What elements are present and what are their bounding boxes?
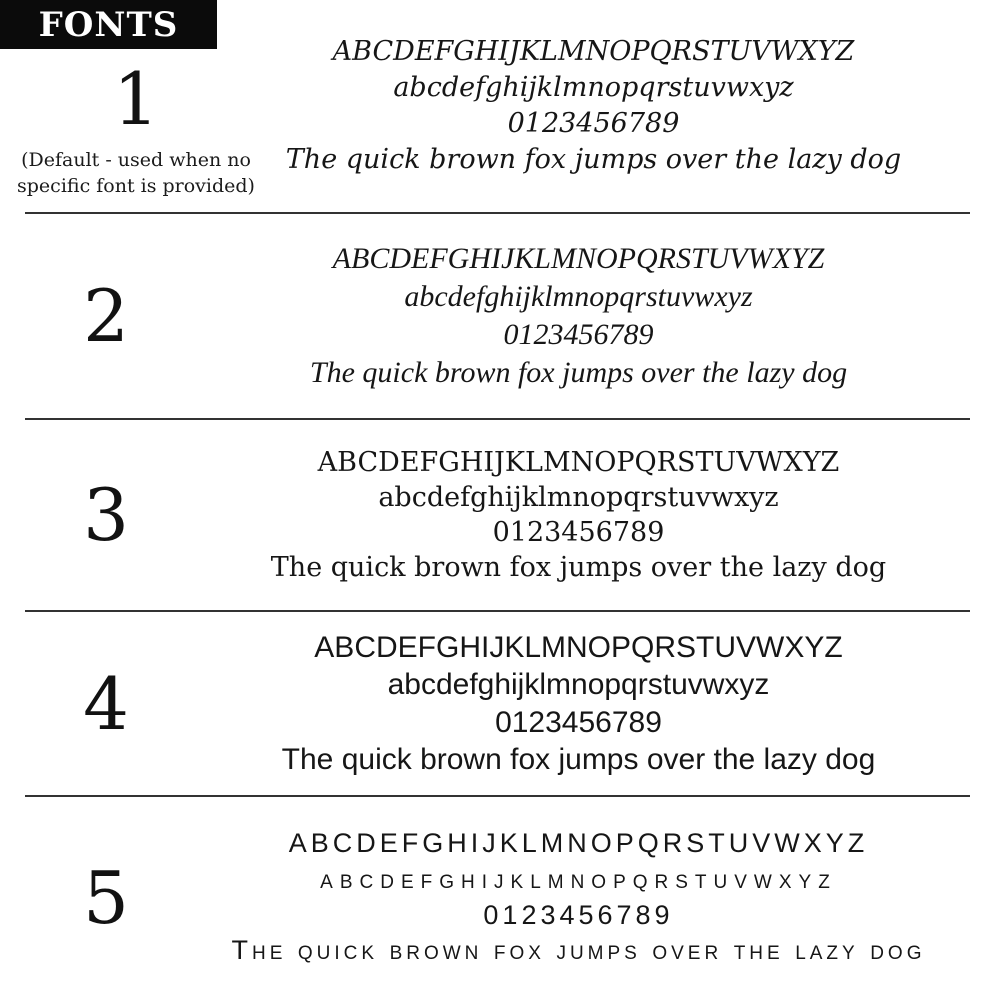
font-row-4 xyxy=(0,612,1000,795)
font-number-column xyxy=(0,661,212,746)
default-font-note: (Default - used when no specific font is provided) xyxy=(17,148,255,197)
font-sample-5 xyxy=(212,826,1000,970)
header-banner xyxy=(0,0,217,49)
lowercase-sample: abcdefghijklmnopqrstuvwxyz xyxy=(404,279,753,313)
font-number-1: 1 xyxy=(113,56,159,141)
font-number-2: 2 xyxy=(83,274,129,358)
font-number-5: 5 xyxy=(83,855,129,940)
lowercase-sample: abcdefghijklmnopqrstuvwxyz xyxy=(393,72,794,104)
uppercase-sample: ABCDEFGHIJKLMNOPQRSTUVWXYZ xyxy=(317,446,840,478)
font-sample-3 xyxy=(212,445,1000,585)
font-number-column xyxy=(0,855,212,940)
lowercase-sample: abcdefghijklmnopqrstuvwxyz xyxy=(387,668,770,701)
uppercase-sample: ABCDEFGHIJKLMNOPQRSTUVWXYZ xyxy=(314,630,843,664)
lowercase-sample: abcdefghijklmnopqrstuvwxyz xyxy=(320,863,837,894)
digits-sample: 0123456789 xyxy=(507,108,680,139)
font-row-2 xyxy=(0,214,1000,418)
pangram-sample: The quick brown fox jumps over the lazy dog xyxy=(309,356,848,390)
pangram-sample: The quick brown fox jumps over the lazy dog xyxy=(285,143,902,175)
digits-sample: 0123456789 xyxy=(495,705,662,739)
lowercase-sample: abcdefghijklmnopqrstuvwxyz xyxy=(378,481,779,513)
digits-sample: 0123456789 xyxy=(483,899,674,930)
font-number-3: 3 xyxy=(83,473,129,557)
digits-sample: 0123456789 xyxy=(503,318,654,351)
uppercase-sample: ABCDEFGHIJKLMNOPQRSTUVWXYZ xyxy=(332,241,825,275)
uppercase-sample: ABCDEFGHIJKLMNOPQRSTUVWXYZ xyxy=(288,827,869,858)
font-number-column xyxy=(0,473,212,557)
font-row-5 xyxy=(0,797,1000,998)
pangram-sample: The quick brown fox jumps over the lazy dog xyxy=(231,935,926,966)
digits-sample: 0123456789 xyxy=(492,517,665,548)
font-number-column xyxy=(0,274,212,358)
font-sample-1 xyxy=(272,34,1000,178)
font-sample-4 xyxy=(212,629,1000,779)
pangram-sample: The quick brown fox jumps over the lazy dog xyxy=(270,552,887,584)
font-number-4: 4 xyxy=(83,661,129,746)
page-title: FONTS xyxy=(38,4,179,45)
pangram-sample: The quick brown fox jumps over the lazy dog xyxy=(281,743,876,776)
uppercase-sample: ABCDEFGHIJKLMNOPQRSTUVWXYZ xyxy=(332,36,855,68)
font-sample-2 xyxy=(212,240,1000,392)
font-row-3 xyxy=(0,420,1000,610)
